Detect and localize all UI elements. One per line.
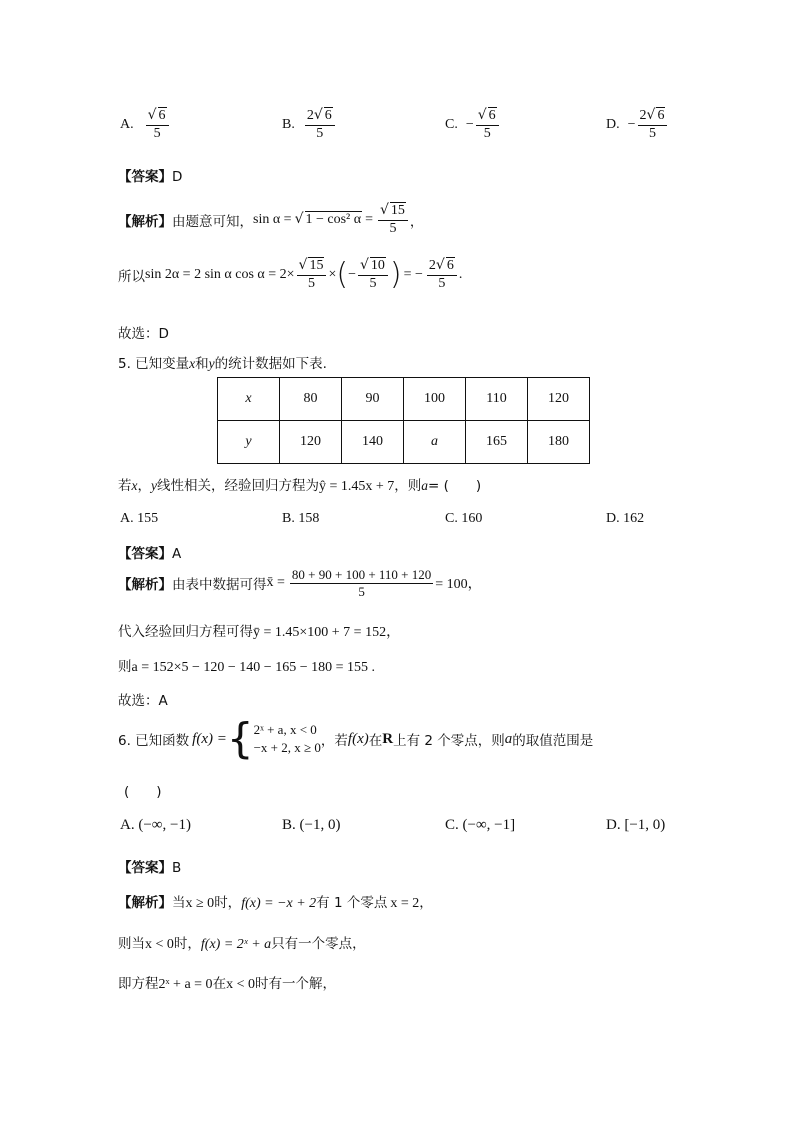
table-cell: x: [218, 378, 280, 421]
q6-option-a: A. (−∞, −1): [120, 817, 191, 833]
q5-analysis-line1: 【解析】 由表中数据可得 x̄ = $\frac{80 + 90 + 100 + 110 + 120}{5}$ = 100，: [118, 567, 482, 599]
q6-analysis-line2: 则当x < 0时，f(x) = 2ˣ + a只有一个零点，: [118, 936, 366, 952]
option-label: D.: [606, 116, 620, 132]
q5-conclusion: 故选：A: [118, 693, 168, 709]
q4-option-c: C. − $\frac{√ 6}{5}$: [445, 108, 501, 141]
q4-option-d: D. − $\frac{2√ 6}{5}$: [606, 108, 669, 141]
fraction: $\frac{√ 15}{5}$: [378, 203, 408, 236]
table-cell: 120: [280, 421, 342, 464]
left-brace: {: [226, 714, 254, 763]
q4-conclusion: 故选：D: [118, 326, 169, 342]
fraction: $\frac{√ 10}{5}$: [358, 258, 388, 291]
q5-option-d: D. 162: [606, 511, 645, 526]
option-fraction: $\frac{√ 6}{5}$: [476, 108, 499, 141]
table-cell: 120: [528, 378, 590, 421]
q6-answer-paren: ( ): [124, 784, 162, 800]
q4-option-a: [120, 108, 171, 141]
q5-option-b: B. 158: [282, 511, 320, 526]
q5-data-table: [217, 377, 590, 464]
q4-analysis-line2: 所以 sin 2α = 2 sin α cos α = 2× $\frac{√ 15}{5}$ × ( − $\frac{√ 10}{5}$ ) = − $\frac{2√ 6}{5}$ .: [118, 256, 463, 292]
table-cell: 100: [404, 378, 466, 421]
table-cell: 165: [466, 421, 528, 464]
q5-option-c: C. 160: [445, 511, 483, 526]
q5-answer: 【答案】A: [118, 546, 182, 562]
table-cell: 140: [342, 421, 404, 464]
q5-analysis-line3: 则a = 152×5 − 120 − 140 − 165 − 180 = 155 .: [118, 659, 375, 675]
table-cell: a: [404, 421, 466, 464]
q6-option-d: D. [−1, 0): [606, 817, 666, 833]
table-cell: 90: [342, 378, 404, 421]
q5-condition: 若x，y线性相关，经验回归方程为ŷ = 1.45x + 7，则a= ( ): [118, 478, 482, 494]
q4-analysis-line1: 【解析】 由题意可知， sin α = √ 1 − cos² α = $\frac{√ 15}{5}$ ，: [118, 202, 424, 236]
fraction: $\frac{80 + 90 + 100 + 110 + 120}{5}$: [291, 567, 432, 599]
table-cell: 110: [466, 378, 528, 421]
piecewise-cases: 2ˣ + a, x < 0 −x + 2, x ≥ 0: [253, 722, 321, 755]
table-cell: 80: [280, 378, 342, 421]
option-fraction: $\frac{2√ 6}{5}$: [305, 108, 335, 141]
q6-stem: 6. 已知函数 f(x) = { 2ˣ + a, x < 0 −x + 2, x ≥ 0 ，若 f(x) 在 R 上有 2 个零点，则 a 的取值范围是: [118, 714, 594, 763]
q5-analysis-line2: 代入经验回归方程可得ȳ = 1.45×100 + 7 = 152，: [118, 624, 401, 640]
option-fraction: $\frac{2√ 6}{5}$: [638, 108, 668, 141]
option-label: C.: [445, 116, 458, 132]
q6-analysis-line1: 【解析】当x ≥ 0时，f(x) = −x + 2有 1 个零点 x = 2，: [118, 895, 433, 911]
table-row: [218, 378, 590, 421]
table-cell: 180: [528, 421, 590, 464]
table-cell: y: [218, 421, 280, 464]
q4-answer: 【答案】D: [118, 169, 183, 185]
q6-option-c: C. (−∞, −1]: [445, 817, 516, 833]
q6-analysis-line3: 即方程2ˣ + a = 0在x < 0时有一个解，: [118, 976, 336, 992]
table-row: [218, 421, 590, 464]
q4-option-b: [282, 108, 337, 141]
right-paren: ): [389, 256, 402, 292]
option-fraction: $\frac{√ 6}{5}$: [146, 108, 169, 141]
left-paren: (: [336, 256, 349, 292]
q5-stem: 5. 已知变量x和y的统计数据如下表.: [118, 356, 327, 372]
option-label: B.: [282, 116, 295, 132]
q6-answer: 【答案】B: [118, 860, 182, 876]
fraction: $\frac{2√ 6}{5}$: [427, 258, 457, 291]
fraction: $\frac{√ 15}{5}$: [297, 258, 327, 291]
q6-option-b: B. (−1, 0): [282, 817, 341, 833]
q5-option-a: A. 155: [120, 511, 159, 526]
option-label: A.: [120, 116, 134, 132]
